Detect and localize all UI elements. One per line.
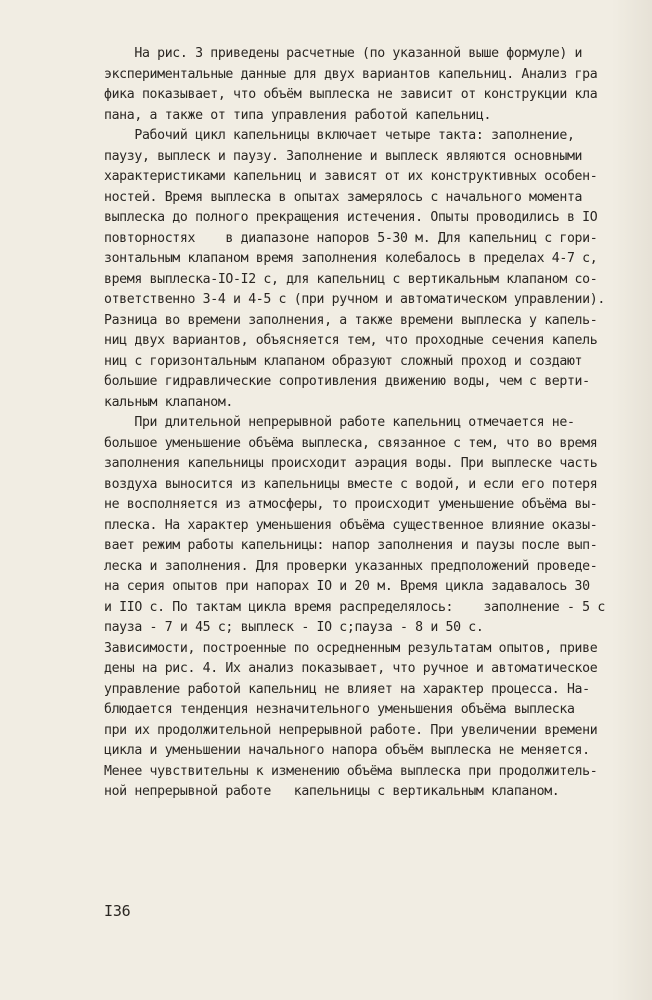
text-line: цикла и уменьшении начального напора объём выплеска не меняется.: [104, 743, 590, 758]
text-line: Зависимости, построенные по осредненным результатам опытов, приве: [104, 640, 598, 656]
text-line: выплеска до полного прекращения истечения. Опыты проводились в IO: [104, 210, 598, 225]
text-line: Менее чувствительны к изменению объёма выплеска при продолжитель-: [104, 763, 598, 779]
text-line: ниц двух вариантов, объясняется тем, что проходные сечения капель: [104, 333, 598, 348]
text-line: большое уменьшение объёма выплеска, связанное с тем, что во время: [104, 435, 598, 451]
text-line: время выплеска-IO-I2 с, для капельниц с вертикальным клапаном со-: [104, 271, 598, 287]
text-line: кальным клапаном.: [104, 394, 234, 410]
text-line: фика показывает, что объём выплеска не зависит от конструкции кла: [104, 87, 598, 102]
text-line: и IIO с. По тактам цикла время распределялось: заполнение - 5 с: [104, 599, 605, 615]
text-line: заполнения капельницы происходит аэрация воды. При выплеске часть: [104, 456, 598, 471]
text-line: ной непрерывной работе капельницы с вертикальным клапаном.: [104, 784, 560, 799]
text-line: При длительной непрерывной работе капельниц отмечается не-: [104, 415, 575, 430]
text-line: не восполняется из атмосферы, то происходит уменьшение объёма вы-: [104, 497, 598, 512]
text-line: На рис. 3 приведены расчетные (по указанной выше формуле) и: [104, 46, 583, 61]
text-line: Разница во времени заполнения, а также времени выплеска у капель-: [104, 312, 598, 328]
text-line: на серия опытов при напорах IO и 20 м. Время цикла задавалось 30: [104, 579, 590, 594]
text-line: воздуха выносится из капельницы вместе с водой, и если его потеря: [104, 476, 598, 492]
text-line: ответственно 3-4 и 4-5 с (при ручном и автоматическом управлении).: [104, 292, 605, 307]
text-line: ностей. Время выплеска в опытах замерялось с начального момента: [104, 189, 583, 205]
body-text: [104, 44, 652, 803]
text-line: при их продолжительной непрерывной работе. При увеличении времени: [104, 722, 598, 738]
text-line: паузу, выплеск и паузу. Заполнение и выплеск являются основными: [104, 148, 583, 164]
text-line: пауза - 7 и 45 с; выплеск - IO с;пауза - 8 и 50 с.: [104, 620, 484, 635]
page-number: I36: [104, 902, 131, 920]
text-line: пана, а также от типа управления работой капельниц.: [104, 107, 492, 123]
text-line: зонтальным клапаном время заполнения колебалось в пределах 4-7 с,: [104, 251, 598, 266]
text-line: плеска. На характер уменьшения объёма существенное влияние оказы-: [104, 517, 598, 533]
text-line: большие гидравлические сопротивления движению воды, чем с верти-: [104, 374, 590, 389]
text-line: дены на рис. 4. Их анализ показывает, что ручное и автоматическое: [104, 661, 598, 676]
text-line: управление работой капельниц не влияет на характер процесса. На-: [104, 681, 590, 697]
text-line: ниц с горизонтальным клапаном образуют сложный проход и создают: [104, 353, 583, 369]
text-line: повторностях в диапазоне напоров 5-30 м. Для капельниц с гори-: [104, 230, 598, 246]
text-line: характеристиками капельниц и зависят от их конструктивных особен-: [104, 169, 598, 184]
text-line: экспериментальные данные для двух вариантов капельниц. Анализ гра: [104, 66, 598, 82]
text-line: блюдается тенденция незначительного уменьшения объёма выплеска: [104, 702, 575, 717]
text-line: леска и заполнения. Для проверки указанных предположений проведе-: [104, 558, 598, 574]
text-line: вает режим работы капельницы: напор заполнения и паузы после вып-: [104, 538, 598, 553]
text-line: Рабочий цикл капельницы включает четыре такта: заполнение,: [104, 128, 575, 143]
